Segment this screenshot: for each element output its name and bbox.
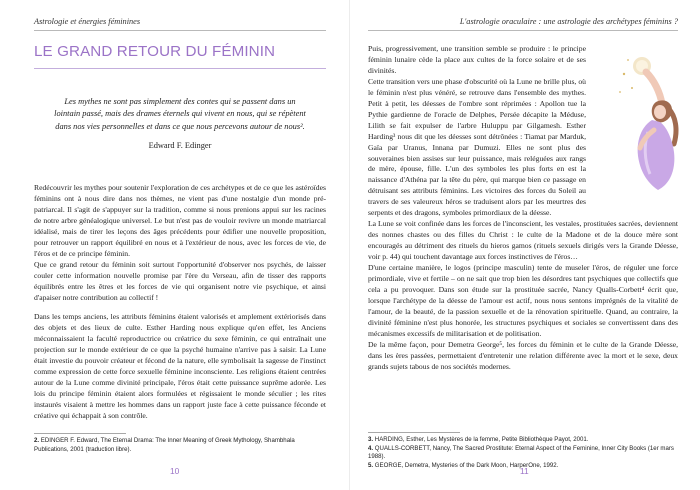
left-paragraph: Que ce grand retour du féminin soit surtout l'opportunité d'observer nos psychés, de laisser couler cette information nouvelle promise par l'ère du Verseau, afin de tisser des rapports équilibrés entre les êtres et les forces de vie qui organisent notre vie psychique, et ainsi d'apaiser notre contribution au collectif ! (34, 259, 326, 302)
right-footnote-rule (368, 432, 460, 433)
footnote-text: GEORGE, Demetra, Mysteries of the Dark Moon, HarperOne, 1992. (374, 461, 559, 469)
left-header-rule (34, 30, 326, 31)
footnote (34, 437, 326, 454)
footnote-number: 2. (34, 437, 40, 444)
footnote-number: 5. (368, 461, 374, 469)
left-footnotes (34, 437, 326, 454)
right-paragraph: De la même façon, pour Demetra George⁵, les forces du féminin et le culte de la Grande Déesse, dans les ères passées, permettaient d'entretenir une relation différente avec la mort et le sexe, deux grands sujets tabous de nos sociétés modernes. (368, 339, 678, 371)
left-footnote-rule (34, 433, 126, 434)
right-running-head: L'astrologie oraculaire : une astrologie des archétypes féminins ? (459, 17, 678, 26)
right-body-text (368, 44, 678, 373)
right-paragraph: La Lune se voit confinée dans les forces de l'inconscient, les vestales, prostituées sacrées, deviennent des nonnes chastes ou des filles du Christ : le culte de la Madone et de la douce mère sont encouragés au détriment des rituels du hieros gamos (rituels sexuels dirigés vers la Grande Déesse, voir p. 44) qui touchent davantage aux forces instinctives de l'éros… (368, 219, 678, 262)
right-page (350, 0, 700, 490)
left-body-text (34, 183, 326, 422)
chapter-title-rule (34, 68, 326, 69)
footnote-number: 3. (368, 436, 374, 443)
chapter-title: LE GRAND RETOUR DU FÉMININ (34, 43, 276, 60)
right-paragraph: Cette transition vers une phase d'obscurité où la Lune ne brille plus, où le féminin n'est plus vénéré, se retrouve dans l'ensemble des mythes. Petit à petit, les déesses de l'ombre sont réprimées : Apollon tue la Pythie gardienne de l'oracle de Delphes, Persée décapite la Méduse, Lilith se fait expulser de l'arbre Huluppu par Gilgamesh. Esther Harding³ nous dit que les déesses sont détrônées : Tiamat par Marduk, Gaïa par Uranus, Innana par Dumuzi. Elles ne sont plus des souveraines bien assises sur leur puissance, mais reléguées aux rangs de mère, épouse, fille. L'un des symboles les plus forts en est la naissance d'Athéna par la tête du père, qui marque bien ce passage en détruisant ses attributs féminins. Les victoires des forces du Soleil au travers de ses valeureux héros se traduisent alors par les meurtres des serpents et des dragons, symboles primordiaux de la déesse. (368, 76, 586, 218)
epigraph-author: Edward F. Edinger (148, 141, 212, 150)
left-paragraph: Redécouvrir les mythes pour soutenir l'exploration de ces archétypes et de ce que les astéroïdes féminins ont à nous dire dans nos thèmes, ne vient pas d'une nostalgie d'un monde pré-patriarcal. Il s'agit de s'appuyer sur la tradition, comme si nous prenions appui sur les racines de notre arbre généalogique universel. Le but n'est pas de vouloir revivre un monde matriarcal idéalisé, mais de tirer les leçons des âges précédents pour édifier une nouvelle proposition, pour retrouver un rapport équilibré en nous et à l'extérieur de nous, avec les forces de vie, de l'éros et de ce principe féminin. (34, 183, 326, 258)
left-running-head: Astrologie et énergies féminines (34, 17, 141, 26)
epigraph-quote: Les mythes ne sont pas simplement des contes qui se passent dans un lointain passé, mais des drames éternels qui vivent en nous, qui se répètent dans nos vies personnelles et dans ce que nous percevons autour de nous². (54, 97, 306, 131)
footnote-text: QUALLS-CORBETT, Nancy, The Sacred Prostitute: Eternal Aspect of the Feminine, Inner City Books (1er mars 1988). (368, 444, 674, 461)
right-paragraph: Puis, progressivement, une transition semble se produire : le principe féminin lunaire cède la place aux cultes de la force solaire et de ses divinités. (368, 44, 586, 75)
footnote (368, 436, 678, 445)
left-page-number: 10 (170, 466, 180, 476)
right-paragraph: D'une certaine manière, le logos (principe masculin) tente de museler l'éros, de réguler une force primordiale, vive et fertile – on ne sait que trop bien les désordres tant psychiques que collectifs que cela a pu provoquer. Dans son étude sur la prostituée sacrée, Nancy Qualls-Corbett⁴ écrit que, lorsque l'archétype de la déesse de l'amour est actif, nous nous sentons imprégnés de la vitalité de l'amour, de la beauté, de la passion sexuelle et de la rénovation spirituelle. Quand, au contraire, la divinité féminine n'est plus honorée, les structures psychiques et sociales se convertissent dans des mécanismes excessifs de militarisation et de politisation. (368, 263, 678, 338)
footnote-text: HARDING, Esther, Les Mystères de la femme, Petite Bibliothèque Payot, 2001. (374, 436, 589, 443)
footnote-text: EDINGER F. Edward, The Eternal Drama: The Inner Meaning of Greek Mythology, Shambhala Publications, 2001 (traduction libre). (34, 437, 295, 453)
right-header-rule (368, 30, 678, 31)
footnote (368, 445, 678, 462)
left-paragraph: Dans les temps anciens, les attributs féminins étaient valorisés et amplement extériorisés dans des objets et des lieux de culte. Esther Harding nous explique qu'en effet, les Anciens méconnaissaient la faculté reproductrice ou créatrice du sexe féminin, ce qui entraînait une projection sur le monde extérieur de ce que la psyché humaine n'arrive pas à saisir. La Lune était investie du pouvoir créateur et fécond de la nature, elle symbolisait la sagesse de l'instinct comme expression de cette force sexuelle féminine inconsciente. Les religions étaient centrées autour de la Lune comme divinité principale, l'éros était cette puissance suprême adorée. Les lois du principe féminin étaient alors formulées et régissaient le monde séculier ; les rites instaurés visaient à mettre les hommes dans un rapport juste face à cette puissance féconde et créative qui échappait à son contrôle. (34, 312, 326, 421)
right-page-number: 11 (520, 466, 529, 476)
footnote-number: 4. (368, 444, 374, 452)
